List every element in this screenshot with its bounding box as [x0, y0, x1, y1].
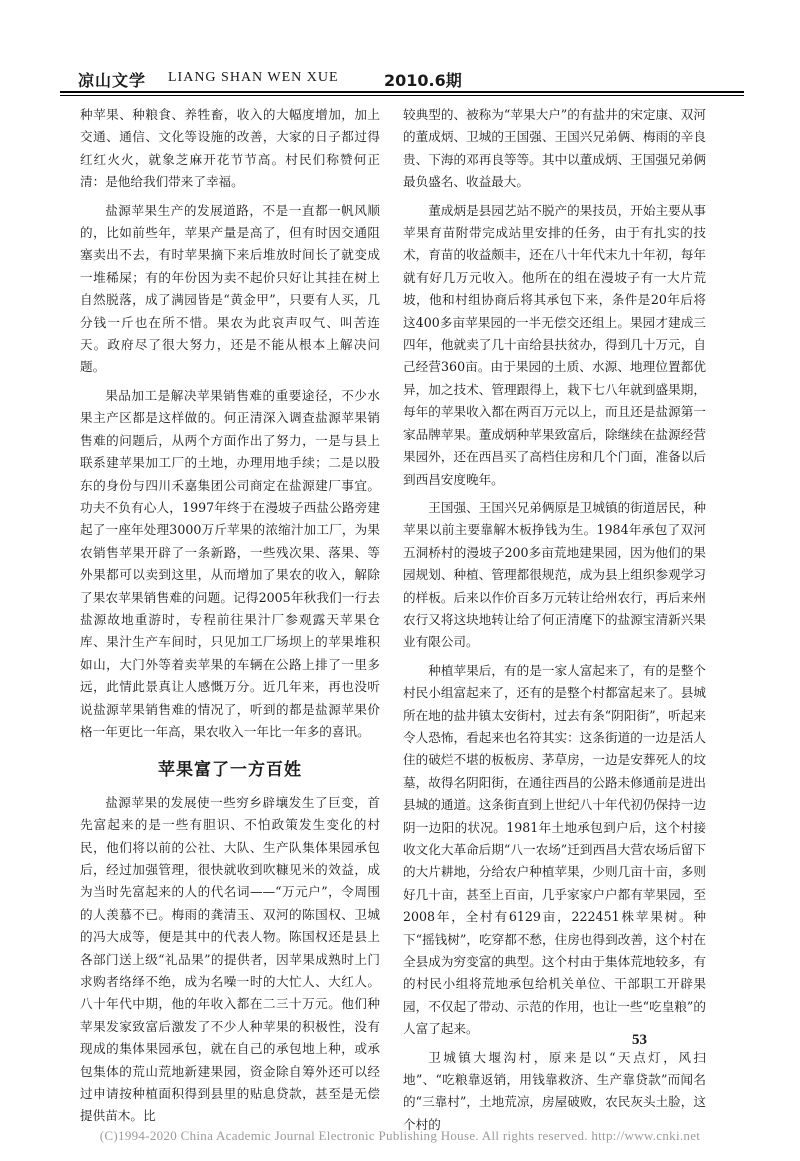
copyright-footer: (C)1994-2020 China Academic Journal Electronic Publishing House. All rights reserved. http://www.cnki.net [99, 1128, 701, 1143]
paragraph: 果品加工是解决苹果销售难的重要途径，不少水果主产区都是这样做的。何正清深入调查盐源苹果销售难的问题后，从两个方面作出了努力，一是与县上联系建苹果加工厂的土地，办理用地手续；二是以股东的身份与四川禾嘉集团公司商定在盐源建厂事宜。功夫不负有心人，1997年终于在漫坡子西盐公路旁建起了一座年处理3000万斤苹果的浓缩汁加工厂，为果农销售苹果开辟了一条新路，一些残次果、落果、等外果都可以卖到这里，从而增加了果农的收入，解除了果农苹果销售难的问题。记得2005年秋我们一行去盐源故地重游时，专程前往果汁厂参观露天苹果仓库、果汁生产车间时，只见加工厂场坝上的苹果堆积如山，大门外等着卖苹果的车辆在公路上排了一里多远，此情此景真让人感慨万分。近几年来，再也没听说盐源苹果销售难的情况了，听到的都是盐源苹果价格一年更比一年高，果农收入一年比一年多的喜讯。 [80, 387, 380, 739]
header-rule [60, 91, 744, 93]
issue-label: 2010.6期 [384, 71, 462, 90]
magazine-title: 凉山文学 [78, 71, 147, 90]
paragraph: 盐源苹果生产的发展道路，不是一直都一帆风顺的，比如前些年，苹果产量是高了，但有时因交通阻塞卖出不去，有时苹果摘下来后堆放时间长了就变成一堆稀屎；有的年份因为卖不起价只好让其挂在树上自然脱落，成了满园皆是“黄金甲”，只要有人买，几分钱一斤也在所不惜。果农为此哀声叹气、叫苦连天。政府尽了很大努力，还是不能从根本上解决问题。 [80, 202, 380, 375]
page-number: 53 [632, 1032, 647, 1048]
paragraph: 较典型的、被称为“苹果大户”的有盐井的宋定康、双河的董成炳、卫城的王国强、王国兴兄弟俩、梅雨的辛良贵、下海的邓再良等等。其中以董成炳、王国强兄弟俩最负盛名、收益最大。 [403, 107, 706, 190]
running-header [60, 64, 744, 94]
section-title: 苹果富了一方百姓 [158, 760, 302, 781]
paragraph: 盐源苹果的发展使一些穷乡辟壤发生了巨变，首先富起来的是一些有胆识、不怕政策发生变化的村民，他们将以前的公社、大队、生产队集体果园承包后，经过加强管理，很快就收到吹糠见米的效益，成为当时先富起来的人的代名词——“万元户”，令周围的人羡慕不已。梅雨的龚清玉、双河的陈国权、卫城的冯大成等，便是其中的代表人物。陈国权还是县上各部门送上级“礼品果”的提供者，因苹果成熟时上门求购者络绎不绝，成为名噪一时的大忙人、大红人。八十年代中期，他的年收入都在二三十万元。他们种苹果发家致富后激发了不少人种苹果的积极性，没有现成的集体果园承包，就在自己的承包地上种，或承包集体的荒山荒地新建果园，资金除自筹外还可以经过申请按种植面积得到县里的贴息贷款，甚至是无偿提供苗木。比 [80, 794, 380, 1124]
paragraph: 种苹果、种粮食、养牲畜，收入的大幅度增加，加上交通、通信、文化等设施的改善，大家的日子都过得红红火火，就象芝麻开花节节高。村民们称赞何正清：是他给我们带来了幸福。 [80, 107, 380, 190]
right-column [403, 104, 706, 1142]
paragraph: 董成炳是县园艺站不脱产的果技员，开始主要从事苹果育苗附带完成站里安排的任务，由于有扎实的技术，育苗的收益颇丰，还在八十年代末九十年初，每年就有好几万元收入。他所在的组在漫坡子有一大片荒坡，他和村组协商后将其承包下来，条件是20年后将这400多亩苹果园的一半无偿交还组上。果园才建成三四年，他就卖了几十亩给县扶贫办，得到几十万元，自己经营360亩。由于果园的土质、水源、地理位置都优异，加之技术、管理跟得上，栽下七八年就到盛果期，每年的苹果收入都在两百万元以上，而且还是盐源第一家品牌苹果。董成炳种苹果致富后，除继续在盐源经营果园外，还在西昌买了高档住房和几个门面，准备以后到西昌安度晚年。 [403, 202, 706, 487]
paragraph: 卫城镇大堰沟村，原来是以“天点灯，风扫地”、“吃粮靠返销，用钱靠救济、生产靠贷款”而闻名的“三靠村”，土地荒凉，房屋破败，农民灰头土脸，这个村的 [403, 1049, 706, 1132]
paragraph: 王国强、王国兴兄弟俩原是卫城镇的街道居民，种苹果以前主要靠解木板挣钱为生。1984年承包了双河五洞桥村的漫坡子200多亩荒地建果园，因为他们的果园规划、种植、管理都很规范，成为县上组织参观学习的样板。后来以作价百多万元转让给州农行，再后来州农行又将这块地转让给了何正清麾下的盐源宝清新兴果业有限公司。 [403, 499, 706, 650]
left-column [80, 104, 380, 1134]
paragraph: 种植苹果后，有的是一家人富起来了，有的是整个村民小组富起来了，还有的是整个村都富起来了。县城所在地的盐井镇太安街村，过去有条“阴阳街”，听起来令人恐怖，看起来也名符其实：这条街道的一边是活人住的破烂不堪的板板房、茅草房，一边是安葬死人的坟墓，故得名阴阳街，在通往西昌的公路未修通前是进出县城的通道。这条街直到上世纪八十年代初仍保持一边阴一边阳的状况。1981年土地承包到户后，这个村接收文化大革命后期“八一农场”迁到西昌大营农场后留下的大片耕地，分给农户种植苹果，少则几亩十亩，多则好几十亩，甚至上百亩，几乎家家户户都有苹果园，至2008年，全村有6129亩，222451株苹果树。种下“摇钱树”，吃穿都不愁，住房也得到改善，这个村在全县成为穷变富的典型。这个村由于集体荒地较多，有的村民小组将荒地承包给机关单位、干部职工开辟果园，不仅起了带动、示范的作用，也让一些“吃皇粮”的人富了起来。 [403, 662, 706, 1037]
magazine-pinyin: LIANG SHAN WEN XUE [168, 70, 339, 85]
header-rule-thin [60, 95, 744, 96]
